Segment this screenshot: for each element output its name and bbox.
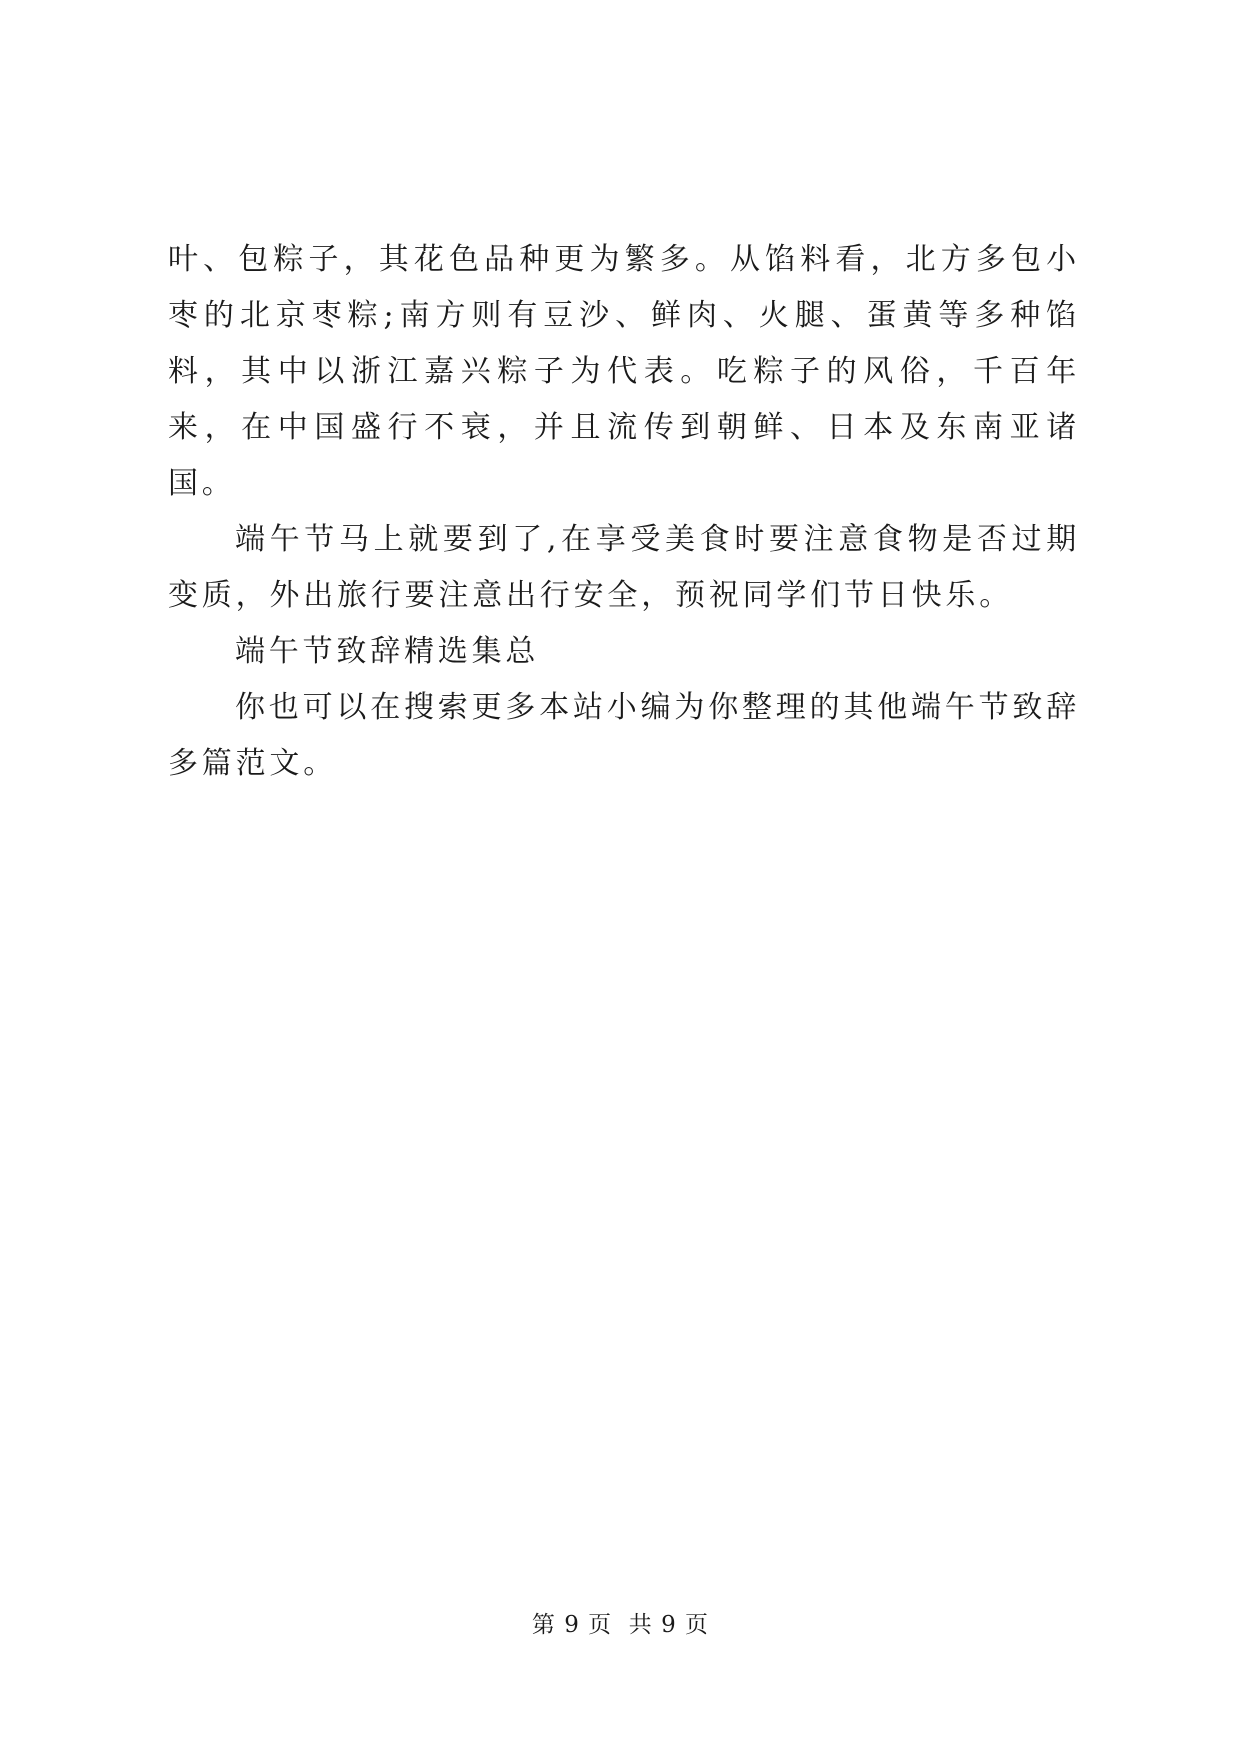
paragraph-more-articles: 你也可以在搜索更多本站小编为你整理的其他端午节致辞多篇范文。	[168, 690, 1080, 781]
paragraph-collection-title: 端午节致辞精选集总	[235, 634, 540, 669]
page-number: 第 9 页 共 9 页	[531, 1612, 710, 1638]
document-body	[168, 232, 1080, 792]
page-footer	[0, 1606, 1241, 1639]
paragraph-holiday-wishes: 端午节马上就要到了,在享受美食时要注意食物是否过期变质，外出旅行要注意出行安全，预祝同学们节日快乐。	[168, 522, 1080, 613]
paragraph-continued: 叶、包粽子，其花色品种更为繁多。从馅料看，北方多包小枣的北京枣粽;南方则有豆沙、鲜肉、火腿、蛋黄等多种馅料，其中以浙江嘉兴粽子为代表。吃粽子的风俗，千百年来，在中国盛行不衰，并且流传到朝鲜、日本及东南亚诸国。	[168, 242, 1080, 501]
